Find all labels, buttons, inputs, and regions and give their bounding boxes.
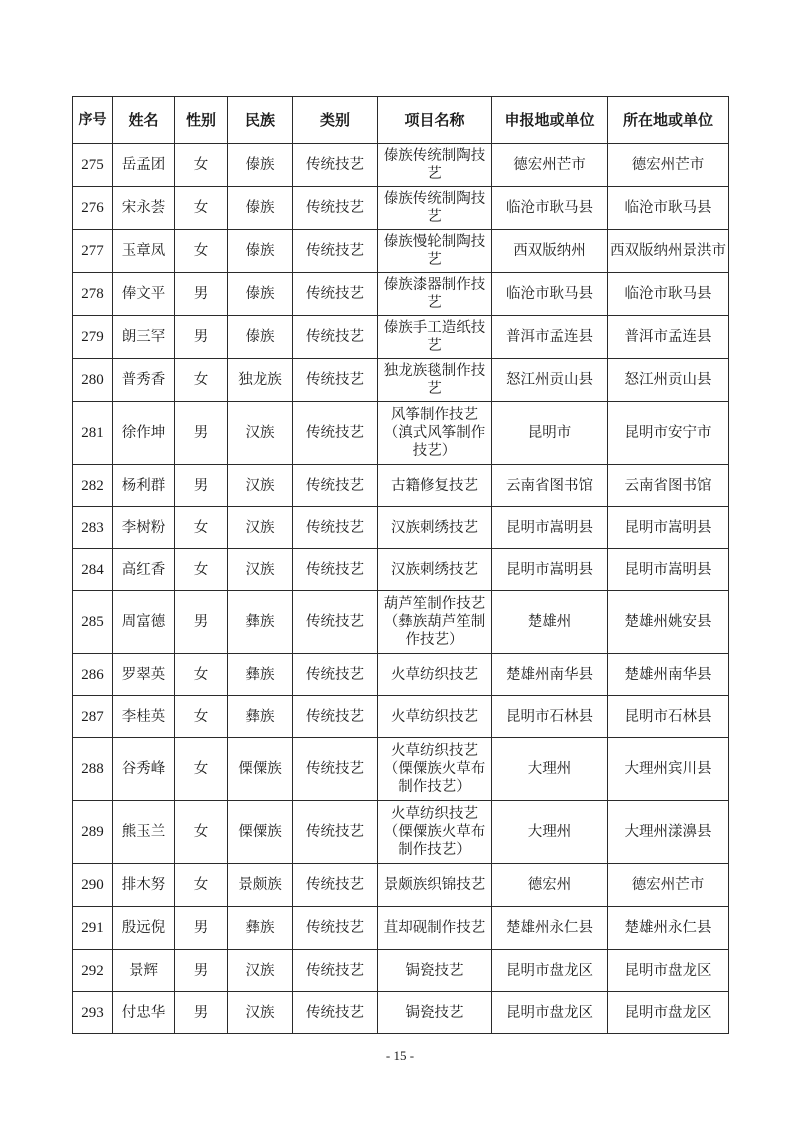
cell-name: 熊玉兰 (113, 801, 175, 864)
page-number: - 15 - (385, 1048, 415, 1063)
cell-name: 景辉 (113, 950, 175, 992)
cell-name: 罗翠英 (113, 654, 175, 696)
header-cell: 所在地或单位 (608, 97, 729, 144)
cell-number: 286 (73, 654, 113, 696)
cell-location: 临沧市耿马县 (608, 273, 729, 316)
cell-project: 汉族刺绣技艺 (378, 507, 492, 549)
header-cell: 项目名称 (378, 97, 492, 144)
cell-category: 传统技艺 (293, 273, 378, 316)
cell-name: 李桂英 (113, 696, 175, 738)
cell-project: 火草纺织技艺 (378, 696, 492, 738)
cell-gender: 女 (175, 144, 228, 187)
cell-location: 昆明市石林县 (608, 696, 729, 738)
cell-number: 279 (73, 316, 113, 359)
cell-number: 288 (73, 738, 113, 801)
cell-applicant: 楚雄州南华县 (492, 654, 608, 696)
cell-category: 传统技艺 (293, 950, 378, 992)
cell-gender: 男 (175, 402, 228, 465)
cell-gender: 女 (175, 864, 228, 907)
cell-applicant: 普洱市孟连县 (492, 316, 608, 359)
cell-gender: 男 (175, 907, 228, 950)
cell-name: 岳孟团 (113, 144, 175, 187)
cell-category: 传统技艺 (293, 696, 378, 738)
header-cell: 序号 (73, 97, 113, 144)
cell-gender: 男 (175, 465, 228, 507)
inheritor-table (72, 96, 729, 1034)
cell-category: 传统技艺 (293, 992, 378, 1034)
cell-location: 昆明市嵩明县 (608, 507, 729, 549)
cell-applicant: 德宏州 (492, 864, 608, 907)
cell-location: 昆明市安宁市 (608, 402, 729, 465)
cell-number: 290 (73, 864, 113, 907)
cell-applicant: 楚雄州永仁县 (492, 907, 608, 950)
cell-name: 徐作坤 (113, 402, 175, 465)
cell-ethnicity: 傈僳族 (228, 738, 293, 801)
cell-ethnicity: 傣族 (228, 144, 293, 187)
header-cell: 类别 (293, 97, 378, 144)
header-cell: 民族 (228, 97, 293, 144)
cell-ethnicity: 汉族 (228, 507, 293, 549)
cell-applicant: 临沧市耿马县 (492, 187, 608, 230)
table-row (73, 316, 729, 359)
cell-gender: 男 (175, 950, 228, 992)
cell-ethnicity: 汉族 (228, 992, 293, 1034)
cell-ethnicity: 汉族 (228, 950, 293, 992)
table-row (73, 465, 729, 507)
cell-location: 楚雄州南华县 (608, 654, 729, 696)
cell-applicant: 德宏州芒市 (492, 144, 608, 187)
cell-ethnicity: 彝族 (228, 696, 293, 738)
cell-applicant: 大理州 (492, 738, 608, 801)
table-row (73, 402, 729, 465)
header-cell: 申报地或单位 (492, 97, 608, 144)
cell-applicant: 西双版纳州 (492, 230, 608, 273)
cell-applicant: 大理州 (492, 801, 608, 864)
cell-name: 玉章凤 (113, 230, 175, 273)
cell-gender: 男 (175, 273, 228, 316)
cell-gender: 女 (175, 696, 228, 738)
cell-gender: 女 (175, 359, 228, 402)
cell-category: 传统技艺 (293, 187, 378, 230)
cell-applicant: 云南省图书馆 (492, 465, 608, 507)
cell-category: 传统技艺 (293, 230, 378, 273)
cell-project: 风筝制作技艺（滇式风筝制作技艺） (378, 402, 492, 465)
cell-name: 宋永荟 (113, 187, 175, 230)
table-row (73, 507, 729, 549)
cell-project: 傣族手工造纸技艺 (378, 316, 492, 359)
table-row (73, 230, 729, 273)
cell-number: 277 (73, 230, 113, 273)
cell-name: 俸文平 (113, 273, 175, 316)
cell-applicant: 昆明市嵩明县 (492, 549, 608, 591)
cell-location: 大理州漾濞县 (608, 801, 729, 864)
cell-ethnicity: 傈僳族 (228, 801, 293, 864)
cell-name: 普秀香 (113, 359, 175, 402)
cell-ethnicity: 汉族 (228, 549, 293, 591)
cell-project: 锔瓷技艺 (378, 950, 492, 992)
cell-name: 杨利群 (113, 465, 175, 507)
table-row (73, 144, 729, 187)
cell-ethnicity: 彝族 (228, 591, 293, 654)
cell-project: 火草纺织技艺（傈僳族火草布制作技艺） (378, 801, 492, 864)
table-row (73, 654, 729, 696)
cell-category: 传统技艺 (293, 549, 378, 591)
table-row (73, 273, 729, 316)
cell-gender: 女 (175, 738, 228, 801)
cell-applicant: 昆明市 (492, 402, 608, 465)
cell-project: 葫芦笙制作技艺（彝族葫芦笙制作技艺） (378, 591, 492, 654)
cell-project: 傣族传统制陶技艺 (378, 144, 492, 187)
cell-gender: 男 (175, 591, 228, 654)
cell-name: 高红香 (113, 549, 175, 591)
cell-gender: 女 (175, 187, 228, 230)
cell-location: 昆明市盘龙区 (608, 992, 729, 1034)
cell-location: 西双版纳州景洪市 (608, 230, 729, 273)
cell-ethnicity: 独龙族 (228, 359, 293, 402)
cell-ethnicity: 景颇族 (228, 864, 293, 907)
cell-number: 276 (73, 187, 113, 230)
cell-location: 临沧市耿马县 (608, 187, 729, 230)
cell-name: 殷远倪 (113, 907, 175, 950)
cell-applicant: 临沧市耿马县 (492, 273, 608, 316)
cell-applicant: 楚雄州 (492, 591, 608, 654)
cell-project: 傣族漆器制作技艺 (378, 273, 492, 316)
cell-project: 独龙族毯制作技艺 (378, 359, 492, 402)
cell-category: 传统技艺 (293, 316, 378, 359)
table-row (73, 738, 729, 801)
table-row (73, 992, 729, 1034)
cell-ethnicity: 汉族 (228, 465, 293, 507)
cell-location: 昆明市盘龙区 (608, 950, 729, 992)
table-row (73, 907, 729, 950)
cell-gender: 女 (175, 549, 228, 591)
cell-project: 火草纺织技艺 (378, 654, 492, 696)
cell-name: 李树粉 (113, 507, 175, 549)
cell-gender: 女 (175, 507, 228, 549)
table-row (73, 801, 729, 864)
cell-number: 284 (73, 549, 113, 591)
cell-category: 传统技艺 (293, 864, 378, 907)
table-row (73, 549, 729, 591)
cell-category: 传统技艺 (293, 738, 378, 801)
cell-project: 苴却砚制作技艺 (378, 907, 492, 950)
cell-gender: 男 (175, 316, 228, 359)
cell-ethnicity: 彝族 (228, 654, 293, 696)
cell-project: 古籍修复技艺 (378, 465, 492, 507)
cell-ethnicity: 傣族 (228, 187, 293, 230)
cell-applicant: 昆明市石林县 (492, 696, 608, 738)
cell-category: 传统技艺 (293, 507, 378, 549)
cell-location: 云南省图书馆 (608, 465, 729, 507)
cell-location: 大理州宾川县 (608, 738, 729, 801)
cell-name: 朗三罕 (113, 316, 175, 359)
cell-project: 傣族慢轮制陶技艺 (378, 230, 492, 273)
table-row (73, 359, 729, 402)
cell-ethnicity: 傣族 (228, 273, 293, 316)
cell-applicant: 昆明市盘龙区 (492, 950, 608, 992)
header-cell: 性别 (175, 97, 228, 144)
cell-number: 281 (73, 402, 113, 465)
cell-project: 锔瓷技艺 (378, 992, 492, 1034)
cell-number: 289 (73, 801, 113, 864)
cell-project: 傣族传统制陶技艺 (378, 187, 492, 230)
cell-number: 283 (73, 507, 113, 549)
cell-name: 周富德 (113, 591, 175, 654)
table-row (73, 696, 729, 738)
cell-location: 楚雄州永仁县 (608, 907, 729, 950)
cell-location: 昆明市嵩明县 (608, 549, 729, 591)
cell-gender: 女 (175, 654, 228, 696)
cell-number: 285 (73, 591, 113, 654)
cell-project: 景颇族织锦技艺 (378, 864, 492, 907)
cell-number: 293 (73, 992, 113, 1034)
cell-gender: 女 (175, 801, 228, 864)
cell-number: 275 (73, 144, 113, 187)
cell-category: 传统技艺 (293, 591, 378, 654)
cell-ethnicity: 彝族 (228, 907, 293, 950)
header-row (73, 97, 729, 144)
cell-category: 传统技艺 (293, 801, 378, 864)
cell-location: 德宏州芒市 (608, 144, 729, 187)
table-row (73, 187, 729, 230)
cell-location: 怒江州贡山县 (608, 359, 729, 402)
cell-category: 传统技艺 (293, 465, 378, 507)
cell-project: 火草纺织技艺（傈僳族火草布制作技艺） (378, 738, 492, 801)
cell-ethnicity: 傣族 (228, 316, 293, 359)
cell-applicant: 昆明市盘龙区 (492, 992, 608, 1034)
table-row (73, 591, 729, 654)
cell-project: 汉族刺绣技艺 (378, 549, 492, 591)
cell-category: 传统技艺 (293, 907, 378, 950)
cell-applicant: 昆明市嵩明县 (492, 507, 608, 549)
cell-location: 楚雄州姚安县 (608, 591, 729, 654)
cell-ethnicity: 汉族 (228, 402, 293, 465)
cell-number: 282 (73, 465, 113, 507)
cell-name: 付忠华 (113, 992, 175, 1034)
cell-name: 谷秀峰 (113, 738, 175, 801)
cell-category: 传统技艺 (293, 359, 378, 402)
cell-category: 传统技艺 (293, 402, 378, 465)
cell-number: 287 (73, 696, 113, 738)
cell-category: 传统技艺 (293, 654, 378, 696)
cell-number: 280 (73, 359, 113, 402)
table-row (73, 864, 729, 907)
cell-number: 292 (73, 950, 113, 992)
header-cell: 姓名 (113, 97, 175, 144)
cell-number: 278 (73, 273, 113, 316)
cell-gender: 女 (175, 230, 228, 273)
cell-location: 德宏州芒市 (608, 864, 729, 907)
cell-category: 传统技艺 (293, 144, 378, 187)
cell-applicant: 怒江州贡山县 (492, 359, 608, 402)
cell-gender: 男 (175, 992, 228, 1034)
cell-ethnicity: 傣族 (228, 230, 293, 273)
cell-location: 普洱市孟连县 (608, 316, 729, 359)
cell-name: 排木努 (113, 864, 175, 907)
table-row (73, 950, 729, 992)
cell-number: 291 (73, 907, 113, 950)
